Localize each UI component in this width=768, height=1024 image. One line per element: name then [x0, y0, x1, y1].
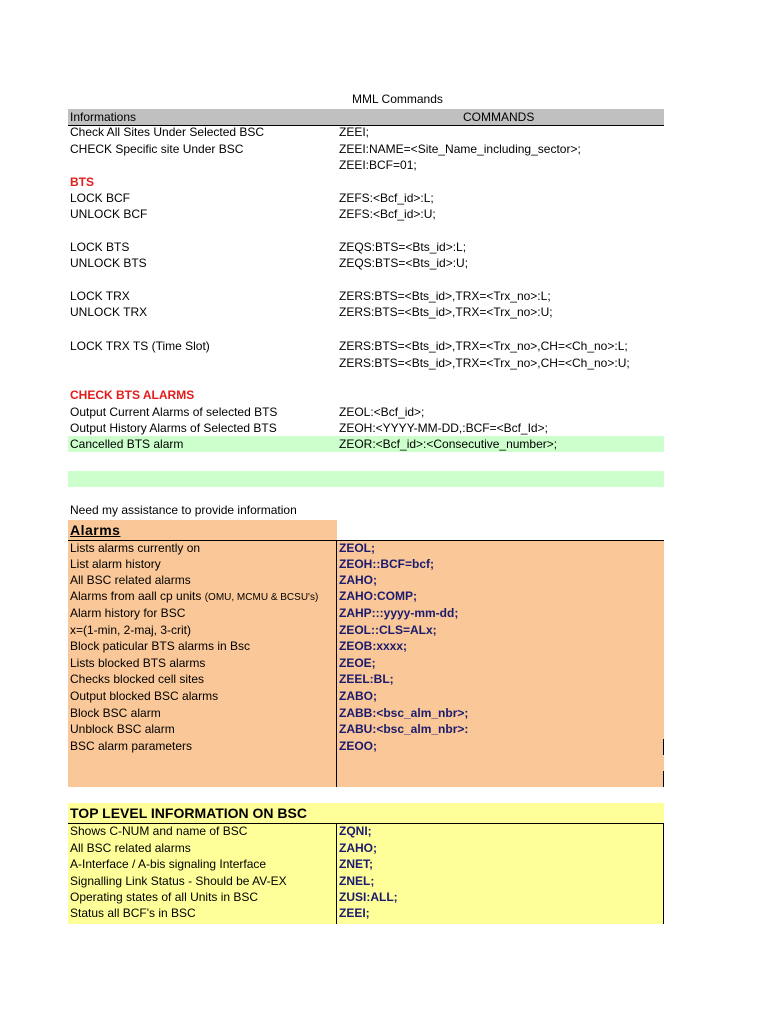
- info-cell: UNLOCK TRX: [70, 305, 148, 319]
- info-cell: Shows C-NUM and name of BSC: [70, 824, 248, 838]
- cmd-cell: ZEEI;: [339, 125, 370, 139]
- info-cell: List alarm history: [70, 557, 161, 571]
- info-cell: LOCK BTS: [70, 240, 130, 254]
- cmd-cell: ZEQS:BTS=<Bts_id>:U;: [339, 256, 469, 270]
- cmd-cell: ZABB:<bsc_alm_nbr>;: [339, 706, 469, 720]
- cmd-cell: ZEOL;: [339, 541, 375, 555]
- column-divider: [336, 540, 337, 787]
- cmd-cell: ZERS:BTS=<Bts_id>,TRX=<Trx_no>,CH=<Ch_no>:U;: [339, 356, 630, 370]
- cmd-cell: ZEEI:BCF=01;: [339, 158, 417, 172]
- empty-highlight-row: [68, 471, 664, 487]
- header-commands: COMMANDS: [463, 110, 535, 124]
- cmd-cell: ZAHO:COMP;: [339, 589, 417, 603]
- info-note: (OMU, MCMU & BCSU's): [204, 592, 319, 603]
- page-title: MML Commands: [352, 92, 443, 106]
- info-cell: Output blocked BSC alarms: [70, 689, 219, 703]
- info-cell: A-Interface / A-bis signaling Interface: [70, 857, 267, 871]
- info-cell: Cancelled BTS alarm: [70, 437, 184, 451]
- info-cell: All BSC related alarms: [70, 841, 191, 855]
- info-cell: Block BSC alarm: [70, 706, 161, 720]
- header-informations: Informations: [70, 110, 137, 124]
- info-cell: Checks blocked cell sites: [70, 672, 205, 686]
- info-cell: BSC alarm parameters: [70, 739, 193, 753]
- cmd-cell: ZAHP:::yyyy-mm-dd;: [339, 606, 459, 620]
- cmd-cell: ZEOH::BCF=bcf;: [339, 557, 434, 571]
- cmd-cell: ZERS:BTS=<Bts_id>,TRX=<Trx_no>:U;: [339, 305, 553, 319]
- cmd-cell: ZEQS:BTS=<Bts_id>:L;: [339, 240, 467, 254]
- info-cell: Unblock BSC alarm: [70, 722, 175, 736]
- border: [663, 739, 664, 755]
- info-cell: LOCK TRX: [70, 289, 130, 303]
- cmd-cell: ZABU:<bsc_alm_nbr>:: [339, 722, 469, 736]
- info-cell: CHECK Specific site Under BSC: [70, 142, 244, 156]
- cmd-cell: ZEOH:<YYYY-MM-DD,:BCF=<Bcf_Id>;: [339, 421, 548, 435]
- cmd-cell: ZEOL::CLS=ALx;: [339, 623, 437, 637]
- info-cell: UNLOCK BTS: [70, 256, 147, 270]
- cmd-cell: ZERS:BTS=<Bts_id>,TRX=<Trx_no>:L;: [339, 289, 551, 303]
- info-cell: x=(1-min, 2-maj, 3-crit): [70, 623, 192, 637]
- info-cell: Operating states of all Units in BSC: [70, 890, 259, 904]
- info-cell: Lists alarms currently on: [70, 541, 201, 555]
- info-cell: LOCK TRX TS (Time Slot): [70, 339, 210, 353]
- cmd-cell: ZNET;: [339, 857, 373, 871]
- alarms-title-blank: [337, 520, 664, 540]
- cmd-cell: ZEEL:BL;: [339, 672, 394, 686]
- info-cell: Check All Sites Under Selected BSC: [70, 125, 265, 139]
- info-cell: [70, 588, 318, 606]
- alarms-title: Alarms: [70, 522, 121, 538]
- bts-heading: BTS: [70, 175, 94, 189]
- info-cell: LOCK BCF: [70, 191, 131, 205]
- info-cell: Output Current Alarms of selected BTS: [70, 405, 278, 419]
- cmd-cell: ZAHO;: [339, 841, 377, 855]
- border: [663, 823, 664, 924]
- info-cell: Alarm history for BSC: [70, 606, 186, 620]
- cmd-cell: ZUSI:ALL;: [339, 890, 398, 904]
- cmd-cell: ZEOL:<Bcf_id>;: [339, 405, 425, 419]
- cmd-cell: ZNEL;: [339, 874, 375, 888]
- assist-note: Need my assistance to provide information: [70, 503, 297, 517]
- info-text: Alarms from aall cp units: [70, 589, 205, 603]
- cmd-cell: ZEOE;: [339, 656, 376, 670]
- cmd-cell: ZEFS:<Bcf_id>:U;: [339, 207, 436, 221]
- cmd-cell: ZEOO;: [339, 739, 377, 753]
- cmd-cell: ZEEI;: [339, 906, 370, 920]
- cmd-cell: ZEOR:<Bcf_id>:<Consecutive_number>;: [339, 437, 558, 451]
- border: [663, 771, 664, 787]
- check-bts-alarms-heading: CHECK BTS ALARMS: [70, 388, 195, 402]
- cmd-cell: ZEEI:NAME=<Site_Name_including_sector>;: [339, 142, 581, 156]
- info-cell: UNLOCK BCF: [70, 207, 148, 221]
- info-cell: Status all BCF's in BSC: [70, 906, 196, 920]
- info-cell: Lists blocked BTS alarms: [70, 656, 206, 670]
- info-cell: Signalling Link Status - Should be AV-EX: [70, 874, 287, 888]
- cmd-cell: ZABO;: [339, 689, 377, 703]
- info-cell: Output History Alarms of Selected BTS: [70, 421, 277, 435]
- cmd-cell: ZERS:BTS=<Bts_id>,TRX=<Trx_no>,CH=<Ch_no>:L;: [339, 339, 628, 353]
- cmd-cell: ZEOB:xxxx;: [339, 639, 408, 653]
- column-divider: [336, 823, 337, 924]
- info-cell: Block paticular BTS alarms in Bsc: [70, 639, 251, 653]
- cmd-cell: ZAHO;: [339, 573, 377, 587]
- cmd-cell: ZEFS:<Bcf_id>:L;: [339, 191, 434, 205]
- bsc-section-title: TOP LEVEL INFORMATION ON BSC: [70, 805, 307, 821]
- info-cell: All BSC related alarms: [70, 573, 191, 587]
- cmd-cell: ZQNI;: [339, 824, 372, 838]
